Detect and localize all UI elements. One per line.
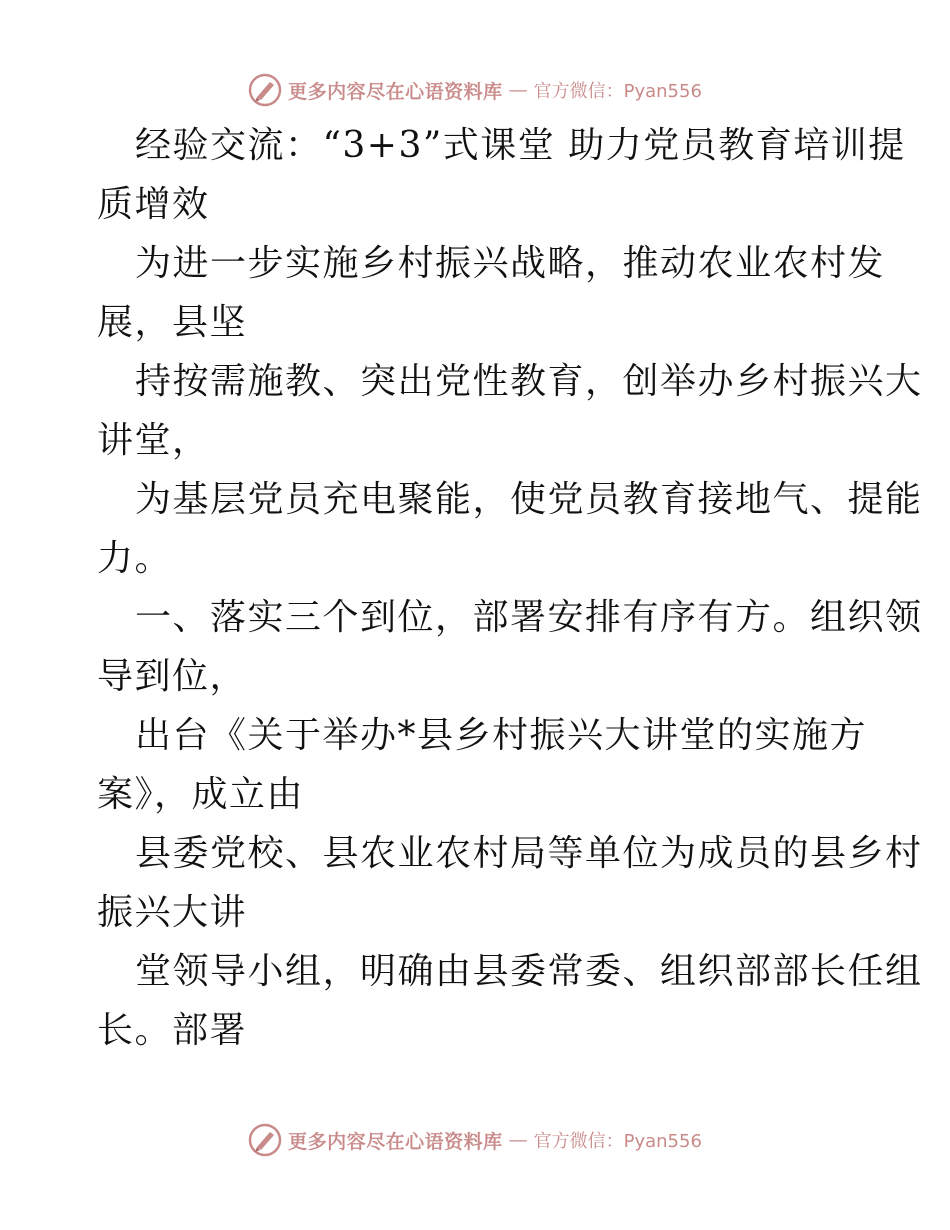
watermark-wechat-text: 官方微信：Pyan556 [533,1131,702,1152]
watermark-wechat-text: 官方微信：Pyan556 [533,81,702,102]
pen-logo-icon [248,73,282,107]
paragraph-2-line-1: 为进一步实施乡村振兴战略，推动农业农村发 [135,243,886,284]
watermark-site-text: 更多内容尽在心语资料库 [288,80,503,103]
watermark-dash: — [508,1129,528,1151]
paragraph-2 [97,234,886,352]
document-body [97,116,923,1060]
watermark-dash: — [508,79,528,101]
footer-watermark [0,1120,950,1160]
paragraph-5-line-2: 导到位， [97,656,248,697]
watermark-site-text: 更多内容尽在心语资料库 [288,1130,503,1153]
paragraph-3-line-2: 讲堂， [97,420,210,461]
paragraph-3 [97,352,923,470]
paragraph-4 [97,470,923,588]
paragraph-7-line-2: 振兴大讲 [97,892,248,933]
paragraph-4-line-2: 力。 [97,538,173,579]
paragraph-4-line-1: 为基层党员充电聚能，使党员教育接地气、提能 [135,479,923,520]
header-watermark [0,70,950,110]
paragraph-3-line-1: 持按需施教、突出党性教育，创举办乡村振兴大 [135,361,923,402]
paragraph-1-line-2: 质增效 [97,184,210,225]
paragraph-6-line-1: 出台《关于举办*县乡村振兴大讲堂的实施方 [135,715,868,756]
paragraph-5 [97,588,923,706]
paragraph-8 [97,942,923,1060]
paragraph-6-line-2: 案》，成立由 [97,774,305,815]
paragraph-7 [97,824,923,942]
paragraph-1 [97,116,906,234]
paragraph-1-line-1: 经验交流：“3+3”式课堂 助力党员教育培训提 [135,125,906,166]
paragraph-7-line-1: 县委党校、县农业农村局等单位为成员的县乡村 [135,833,923,874]
pen-logo-icon [248,1123,282,1157]
paragraph-5-line-1: 一、落实三个到位，部署安排有序有方。组织领 [135,597,923,638]
paragraph-8-line-2: 长。部署 [97,1010,248,1051]
paragraph-6 [97,706,868,824]
paragraph-8-line-1: 堂领导小组，明确由县委常委、组织部部长任组 [135,951,923,992]
paragraph-2-line-2: 展，县坚 [97,302,248,343]
